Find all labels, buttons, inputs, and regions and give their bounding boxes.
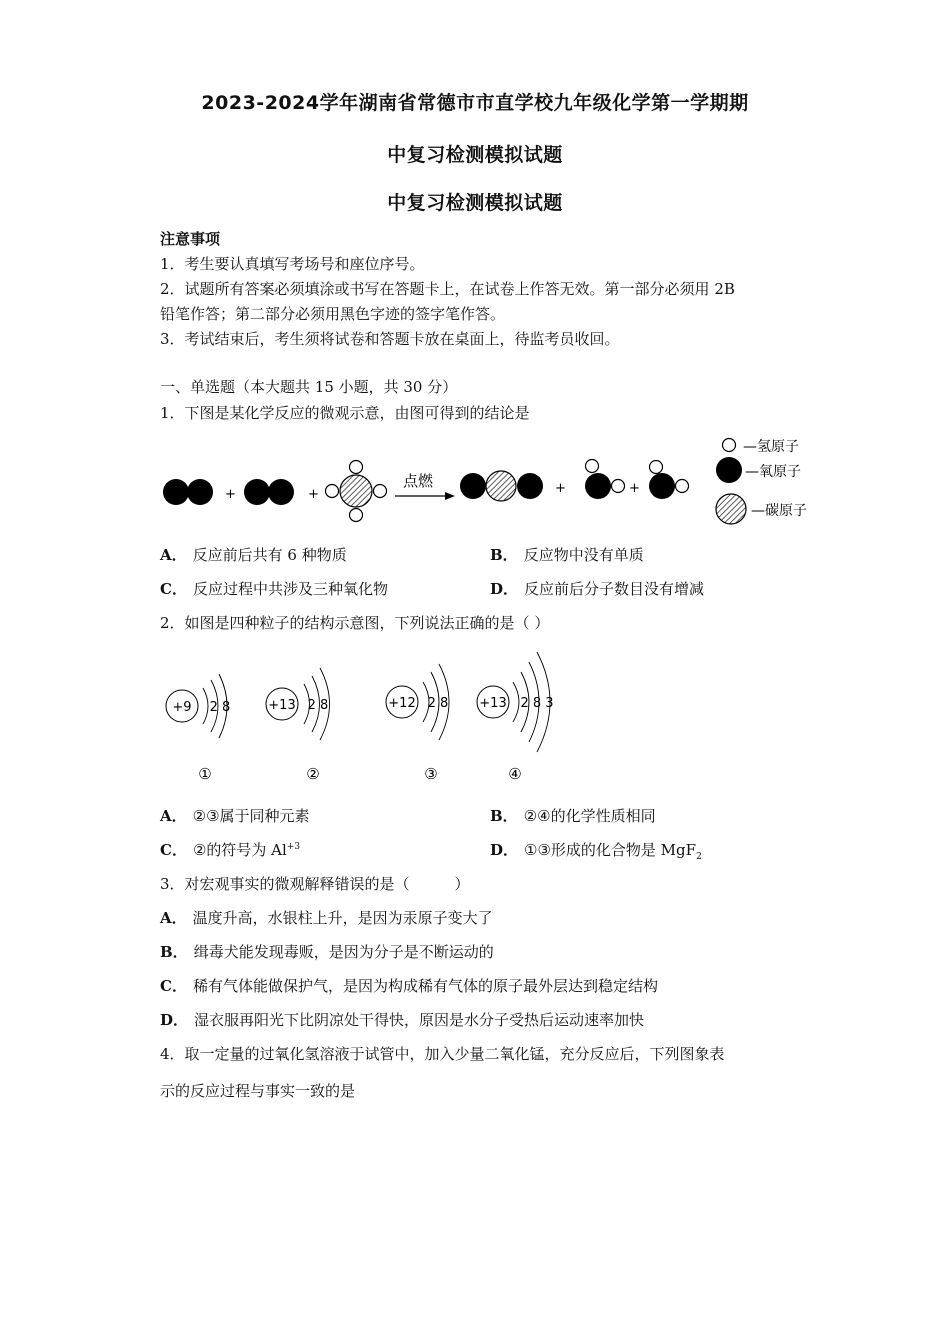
particle-4-nucleus: +13	[479, 696, 507, 711]
plus-sign-4: +	[629, 481, 640, 496]
option-key: D．	[490, 841, 519, 859]
option-text: 温度升高，水银柱上升，是因为汞原子变大了	[192, 909, 493, 927]
option-text: 湿衣服再阳光下比阴凉处干得快，原因是水分子受热后运动速率加快	[194, 1011, 645, 1029]
option-text: ②的符号为 Al	[192, 841, 287, 859]
particle-4	[477, 652, 554, 783]
notice-heading: 注意事项	[160, 230, 221, 248]
notice-item-2a: 2．试题所有答案必须填涂或书写在答题卡上，在试卷上作答无效。第一部分必须用 2B	[160, 280, 735, 298]
option-text: 反应物中没有单质	[523, 546, 644, 564]
option-text: ②④的化学性质相同	[523, 807, 656, 825]
option-key: B．	[490, 546, 518, 564]
q2-stem: 2．如图是四种粒子的结构示意图，下列说法正确的是（ ）	[160, 614, 550, 632]
q3-option-d	[160, 1009, 644, 1030]
q3-option-b	[160, 941, 494, 962]
option-key: A．	[160, 546, 187, 564]
option-key: D．	[490, 580, 519, 598]
q1-option-d	[490, 578, 704, 599]
q3-stem: 3．对宏观事实的微观解释错误的是（ ）	[160, 875, 470, 893]
notice-item-1: 1．考生要认真填写考场号和座位序号。	[160, 255, 425, 273]
option-text: 反应过程中共涉及三种氧化物	[192, 580, 388, 598]
legend	[716, 439, 807, 525]
q1-option-b	[490, 544, 644, 565]
q1-option-a	[160, 544, 347, 565]
particle-4-shells: 2 8 3	[520, 696, 554, 711]
option-text: 反应前后共有 6 种物质	[192, 546, 347, 564]
methane-molecule	[326, 461, 387, 522]
water-molecule-1	[585, 460, 625, 500]
particle-3-nucleus: +12	[388, 696, 416, 711]
legend-hydrogen-label: —氢原子	[743, 439, 799, 455]
option-key: D．	[160, 1011, 189, 1029]
particle-2-nucleus: +13	[268, 698, 296, 713]
legend-hydrogen-symbol	[723, 439, 736, 452]
particle-1	[166, 674, 230, 783]
q2-option-d	[490, 839, 702, 862]
legend-oxygen-label: —氧原子	[745, 464, 801, 480]
legend-oxygen-symbol	[716, 457, 742, 483]
option-key: A．	[160, 807, 187, 825]
particle-3	[386, 664, 449, 783]
option-text: ②③属于同种元素	[192, 807, 310, 825]
q2-option-a	[160, 805, 310, 826]
carbon-dioxide-molecule	[460, 471, 543, 501]
particle-1-label: ①	[198, 765, 212, 783]
legend-carbon-label: —碳原子	[751, 503, 807, 519]
legend-carbon-symbol	[716, 494, 746, 524]
charge-superscript: +3	[286, 842, 301, 852]
q3-option-a	[160, 907, 493, 928]
option-key: A．	[160, 909, 187, 927]
q1-stem: 1．下图是某化学反应的微观示意，由图可得到的结论是	[160, 404, 530, 422]
particle-1-shells: 2 8	[209, 700, 231, 715]
arrow-head	[445, 492, 455, 500]
notice-item-3: 3．考试结束后，考生须将试卷和答题卡放在桌面上，待监考员收回。	[160, 330, 620, 348]
arrow-condition-label: 点燃	[403, 472, 434, 490]
particle-2	[266, 668, 330, 783]
particle-2-label: ②	[306, 765, 320, 783]
paper-title-line2: 中复习检测模拟试题	[387, 144, 563, 166]
q4-stem-line1: 4．取一定量的过氧化氢溶液于试管中，加入少量二氧化锰，充分反应后，下列图象表	[160, 1045, 725, 1063]
oxygen-molecule-1	[163, 479, 213, 505]
option-key: B．	[490, 807, 518, 825]
particle-4-label: ④	[508, 765, 522, 783]
q4-stem-line2: 示的反应过程与事实一致的是	[160, 1082, 356, 1100]
particle-2-shells: 2 8	[307, 698, 329, 713]
particle-3-label: ③	[424, 765, 438, 783]
option-text: 缉毒犬能发现毒贩，是因为分子是不断运动的	[193, 943, 494, 961]
option-key: C．	[160, 580, 187, 598]
option-text: ①③形成的化合物是 MgF	[524, 841, 697, 859]
option-text: 稀有气体能做保护气，是因为构成稀有气体的原子最外层达到稳定结构	[192, 977, 658, 995]
paper-title-line1: 2023-2024学年湖南省常德市市直学校九年级化学第一学期期	[201, 92, 749, 114]
formula-subscript: 2	[696, 852, 702, 862]
particle-1-nucleus: +9	[172, 700, 192, 715]
notice-item-2b: 铅笔作答；第二部分必须用黑色字迹的签字笔作答。	[160, 305, 506, 323]
q3-option-c	[160, 975, 658, 996]
q1-reaction-diagram	[155, 430, 855, 530]
paper-title-line3: 中复习检测模拟试题	[387, 192, 563, 214]
option-text: 反应前后分子数目没有增减	[524, 580, 705, 598]
option-key: B．	[160, 943, 188, 961]
option-key: C．	[160, 841, 187, 859]
particle-3-shells: 2 8	[427, 696, 449, 711]
oxygen-molecule-2	[244, 479, 294, 505]
plus-sign-3: +	[555, 481, 566, 496]
option-key: C．	[160, 977, 187, 995]
q2-option-b	[490, 805, 656, 826]
q2-option-c	[160, 839, 300, 860]
plus-sign-1: +	[225, 487, 236, 502]
q1-option-c	[160, 578, 388, 599]
plus-sign-2: +	[308, 487, 319, 502]
q2-particle-diagrams	[155, 640, 575, 790]
section-heading: 一、单选题（本大题共 15 小题，共 30 分）	[160, 378, 458, 396]
water-molecule-2	[649, 461, 689, 500]
